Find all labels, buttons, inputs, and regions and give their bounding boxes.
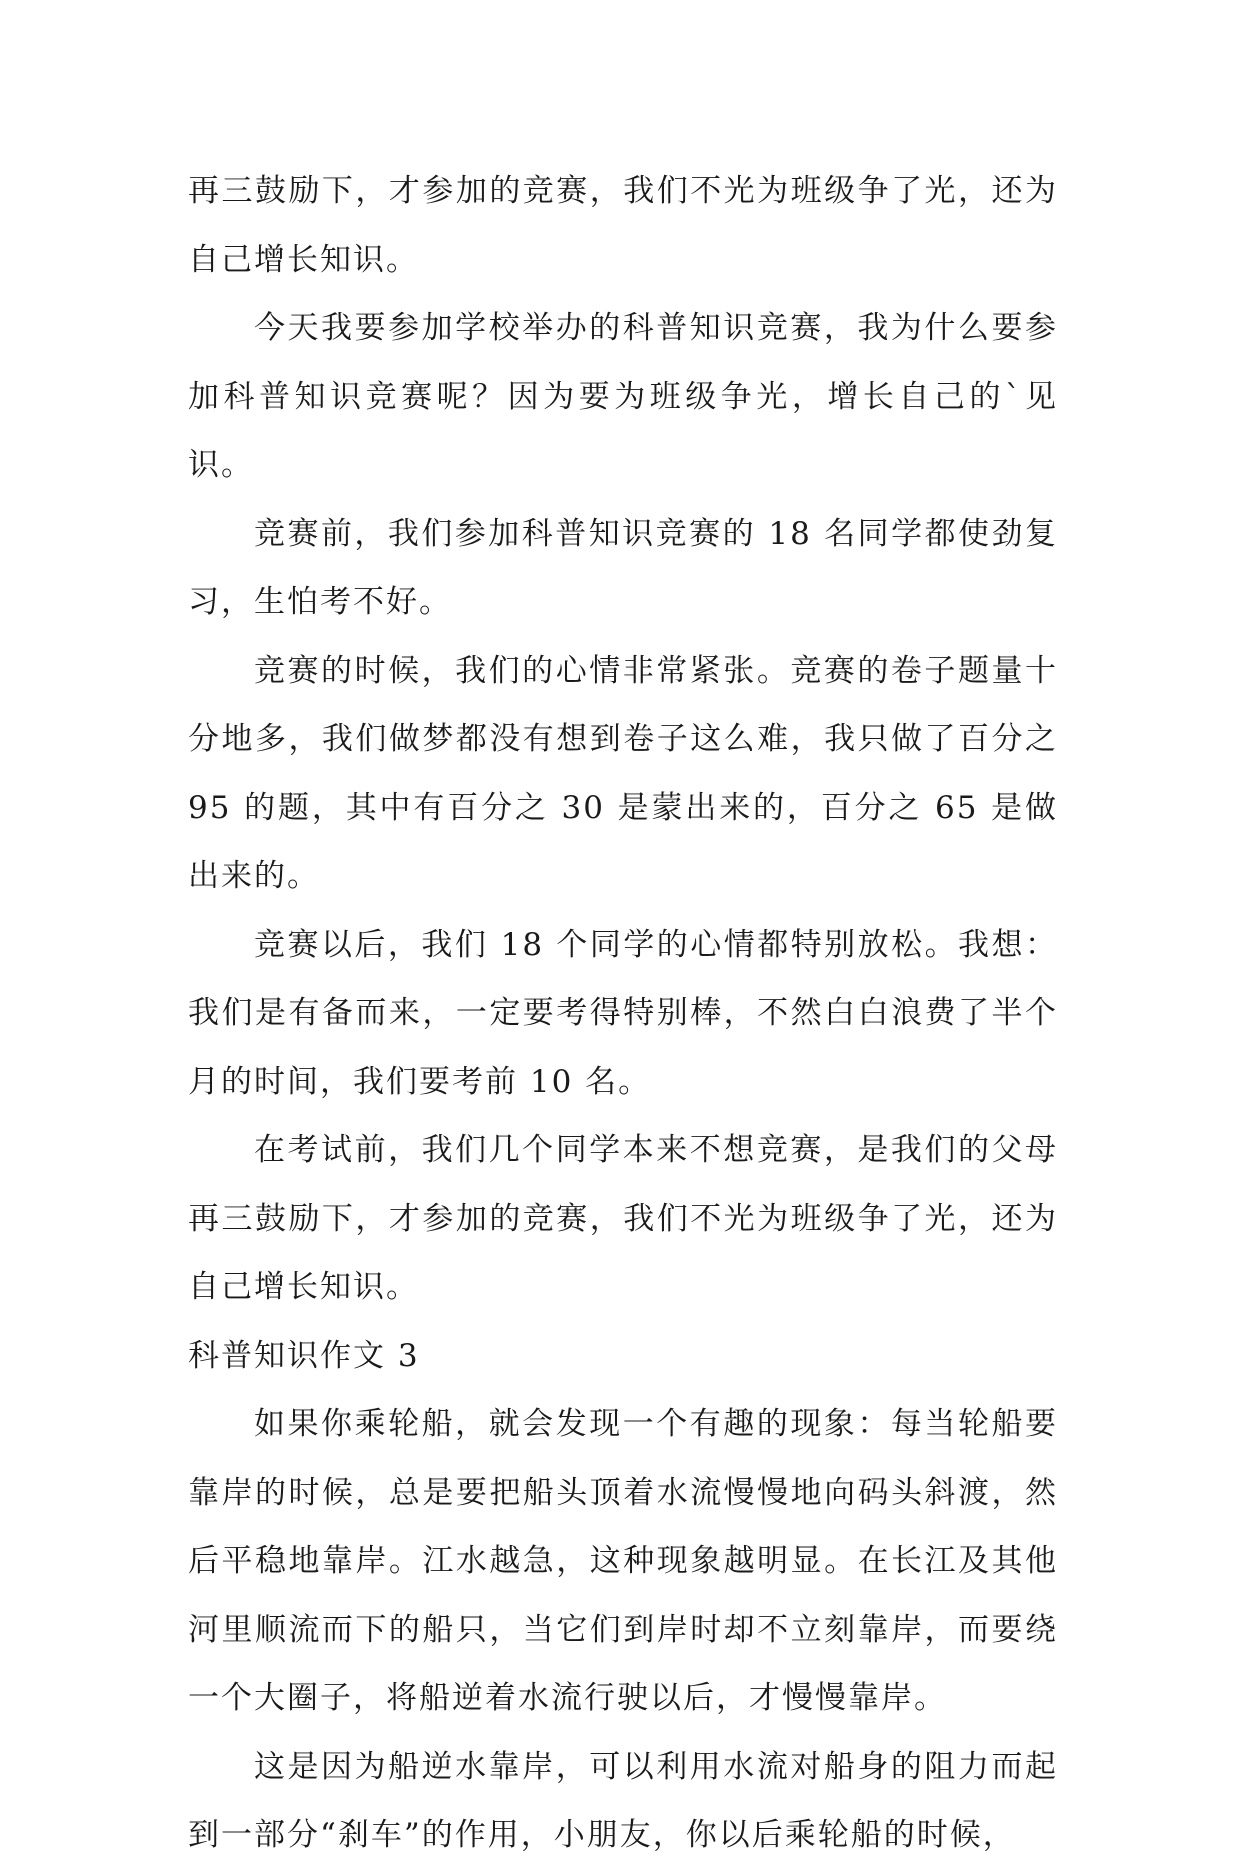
document-body bbox=[188, 157, 1058, 1870]
paragraph-continued: 再三鼓励下，才参加的竞赛，我们不光为班级争了光，还为自己增长知识。 bbox=[188, 173, 1058, 278]
paragraph-ship-phenomenon: 如果你乘轮船，就会发现一个有趣的现象：每当轮船要靠岸的时候，总是要把船头顶着水流慢慢地向码头斜渡，然后平稳地靠岸。江水越急，这种现象越明显。在长江及其他河里顺流而下的船只，当它们到岸时却不立刻靠岸，而要绕一个大圈子，将船逆着水流行驶以后，才慢慢靠岸。 bbox=[188, 1406, 1058, 1716]
paragraph-during-contest: 竞赛的时候，我们的心情非常紧张。竞赛的卷子题量十分地多，我们做梦都没有想到卷子这么难，我只做了百分之 95 的题，其中有百分之 30 是蒙出来的，百分之 65 是做出来的。 bbox=[188, 652, 1058, 894]
paragraph-ship-explanation: 这是因为船逆水靠岸，可以利用水流对船身的阻力而起到一部分“刹车”的作用，小朋友，你以后乘轮船的时候， bbox=[188, 1748, 1058, 1853]
paragraph-before-contest: 竞赛前，我们参加科普知识竞赛的 18 名同学都使劲复习，生怕考不好。 bbox=[188, 515, 1058, 620]
paragraph-after-contest: 竞赛以后，我们 18 个同学的心情都特别放松。我想：我们是有备而来，一定要考得特别棒，不然白白浪费了半个月的时间，我们要考前 10 名。 bbox=[188, 926, 1058, 1100]
section-title: 科普知识作文 3 bbox=[188, 1337, 420, 1374]
paragraph-before-exam: 在考试前，我们几个同学本来不想竞赛，是我们的父母再三鼓励下，才参加的竞赛，我们不光为班级争了光，还为自己增长知识。 bbox=[188, 1132, 1058, 1305]
paragraph-intro: 今天我要参加学校举办的科普知识竞赛，我为什么要参加科普知识竞赛呢？因为要为班级争光，增长自己的`见识。 bbox=[188, 310, 1058, 483]
